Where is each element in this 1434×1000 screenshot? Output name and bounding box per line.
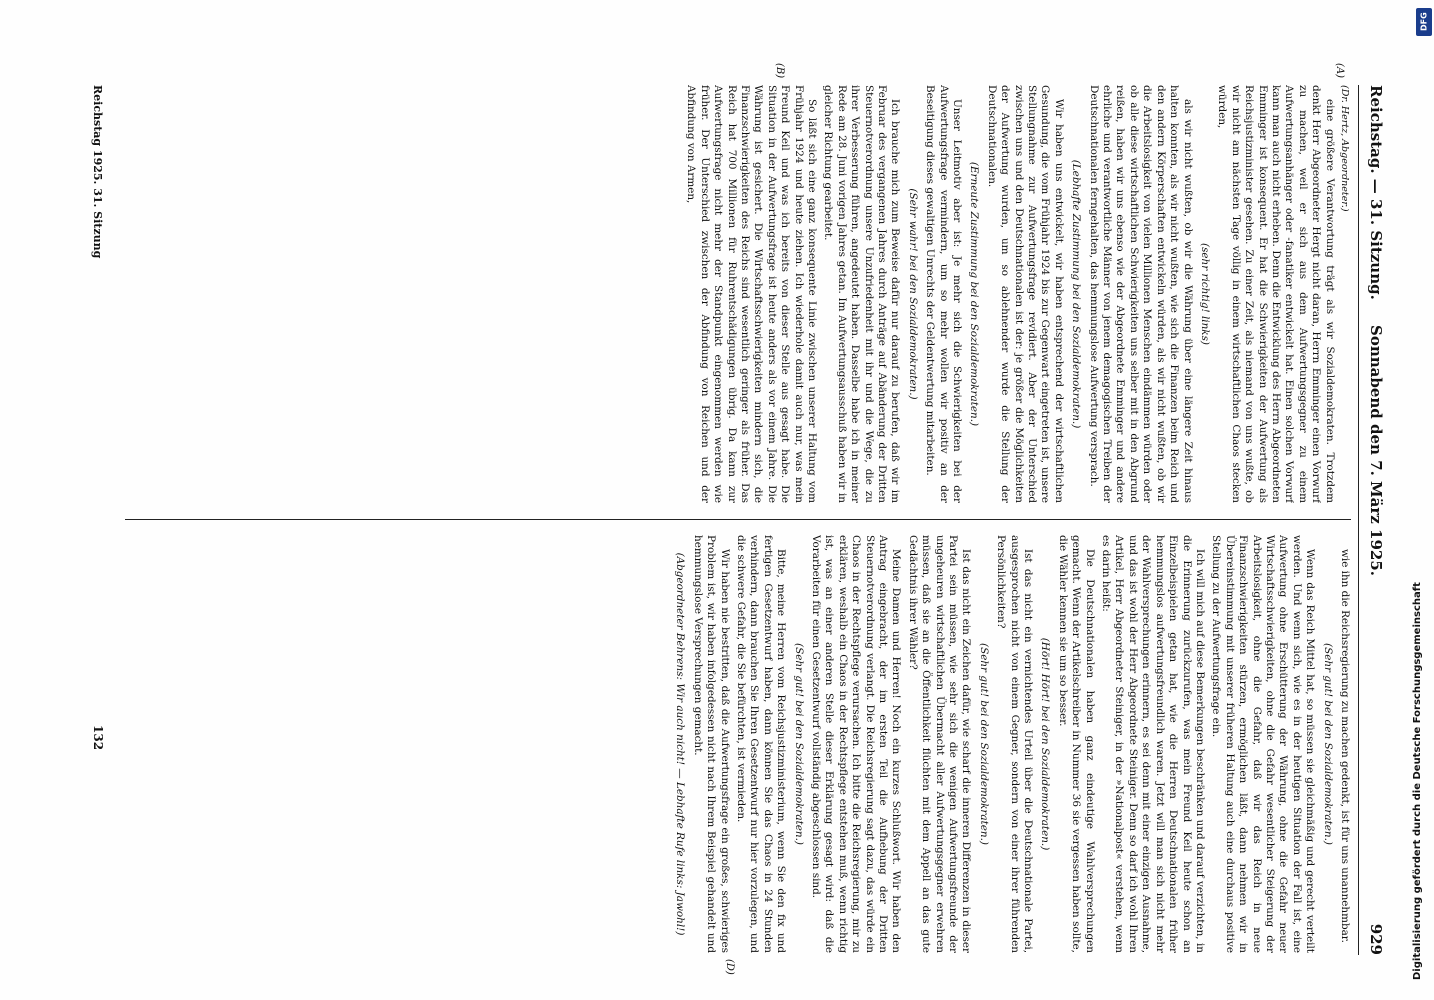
paragraph: Unser Leitmotiv aber ist: Je mehr sich die Schwierigkeiten bei der Aufwertungsfrage vermindern, um so mehr wollen wir positiv an der Beseitigung dieses gewaltigen Unrechts der Geldentwertung mitarbeiten. xyxy=(924,85,964,503)
interjection: (sehr richtig! links) xyxy=(1198,243,1211,345)
paragraph: wie ihn die Reichsregierung zu machen gedenkt, ist für uns unannehmbar. xyxy=(1339,549,1351,943)
paragraph: Bitte, meine Herren vom Reichsjustizministerium, wenn Sie den fix und fertigen Gesetzentwurf haben, dann können Sie das Chaos in 24 Stunden verhindern, dann brauchen Sie Ihren Gesetzentwurf nur hier vorzulegen, und die schwere Gefahr, die Sie befürchten, ist vermieden. xyxy=(734,535,788,953)
paragraph: Ist das nicht ein Zeichen dafür, wie scharf die inneren Differenzen in dieser Partei sein müssen, wie sehr sich die wenigen Aufwertungsfreunde der ungeheuren wirtschaftlichen Übermacht aller Aufwertungsgegner erwehren müssen, daß sie an die Öffentlichkeit flüchten mit dem Appell an das gute Gedächtnis ihrer Wähler? xyxy=(906,535,973,953)
header-rule xyxy=(1358,85,1359,955)
marker-a: (A) xyxy=(1334,63,1345,79)
column-rule xyxy=(125,519,1351,520)
paragraph: Ich will mich auf diese Bemerkungen beschränken und darauf verzichten, in die Erinnerung zurückzurufen, was mein Freund Keil heute schon an Einzelbeispielen getan hat, wie die Herren Deutschnationalen früher hemmungslos aufwertungsfreundlich waren. Jetzt will man sich nicht mehr der Wahlversprechungen erinnern, es sei denn mit einer einzigen Ausnahme, und das ist wohl der Herr Abgeordnete Steiniger. Denn so darf ich wohl Ihren Artikel, Herr Abgeordneter Steiniger, in der »Nationalpost« verstehen, wenn es darin heißt: xyxy=(1100,535,1206,953)
paragraph: Wir haben uns entwickelt, wir haben entsprechend der wirtschaftlichen Gesundung, die vom Frühjahr 1924 bis zur Gegenwart eingetreten ist, unsere Stellungnahme zur Aufwertungsfrage revidiert. Aber der Unterschied zwischen uns und den Deutschnationalen ist der: je größer die Möglichkeiten der Aufwertung wurden, um so ablehnender wurde die Stellung der Deutschnationalen. xyxy=(985,85,1065,503)
footer-signature: 132 xyxy=(91,725,105,751)
running-header xyxy=(1355,85,1385,955)
paragraph: eine größere Verantwortung trägt als wir Sozialdemokraten. Trotzdem denkt Herr Abgeordneter Hergt nicht daran, Herrn Emminger einen Vorwurf zu machen, weil er sich aus dem Aufwertungsgegner zu einem Aufwertungsanhänger oder -fanatiker entwickelt hat. Einen solchen Vorwurf kann man auch nicht erheben. Denn die Entwicklung des Herrn Abgeordneten Emminger ist konsequent. Er hat die Schwierigkeiten der Aufwertung als Reichsjustizminister gesehen. Zu einer Zeit, als niemand von uns wußte, ob wir nicht am nächsten Tage völlig in einem wirtschaftlichen Chaos stecken würden, xyxy=(1216,85,1336,503)
page-footer xyxy=(85,85,115,955)
paragraph: Ist das nicht ein vernichtendes Urteil über die Deutschnationale Partei, ausgesprochen nicht von einem Gegner, sondern von einer ihrer führenden Persönlichkeiten? xyxy=(995,535,1035,953)
interjection: (Sehr gut! bei den Sozialdemokraten.) xyxy=(792,643,805,845)
header-center: Sonnabend den 7. März 1925. xyxy=(1367,325,1385,576)
paragraph: Meine Damen und Herren! Noch ein kurzes Schlußwort. Wir haben den Antrag eingebracht, der im ersten Teil die Aufhebung der Dritten Steuernotverordnung verlangt. Die Reichsregierung sagt dazu, das würde ein Chaos in der Rechtspflege verursachen. Ich bitte die Reichsregierung, mir zu erklären, weshalb ein Chaos in der Rechtspflege entstehen muß, wenn richtig ist, was an einer anderen Stelle dieser Erklärung gesagt wird: daß die Vorarbeiten für einen Gesetzentwurf vollständig abgeschlossen sind. xyxy=(809,535,903,953)
interjection: (Erneute Zustimmung bei den Sozialdemokraten.) xyxy=(968,161,981,427)
interjection: (Sehr gut! bei den Sozialdemokraten.) xyxy=(977,643,990,845)
digitization-note xyxy=(1408,20,1428,980)
speaker-tag: (Dr. Hertz, Abgeordneter.) xyxy=(1339,85,1350,212)
marker-b: (B) xyxy=(774,63,785,79)
header-left: Reichstag. — 31. Sitzung. xyxy=(1367,85,1385,300)
interjection: (Abgeordneter Behrens: Wir auch nicht! — Lebhafte Rufe links: Jawohl!) xyxy=(674,552,687,936)
paragraph: Wir haben nie bestritten, daß die Aufwertungsfrage ein großes, schwieriges Problem ist, wir haben infolgedessen nicht nach Ihrem Beispiel gehandelt und hemmungslose Versprechungen gemacht. xyxy=(691,535,731,953)
text-columns xyxy=(125,85,1351,955)
right-column xyxy=(125,535,1351,953)
left-column xyxy=(125,85,1351,503)
interjection: (Sehr wahr! bei den Sozialdemokraten.) xyxy=(906,188,919,400)
page-number: 929 xyxy=(1367,923,1385,955)
marker-d: (D) xyxy=(724,959,735,975)
paragraph: als wir nicht wußten, ob wir die Währung über eine längere Zeit hinaus halten konnten, als wir nicht wußten, wie sich die Finanzen beim Reich und den andern Körperschaften entwickeln würden, als wir nicht wußten, ob wir die Arbeitslosigkeit von vielen Millionen Menschen eindämmen würden oder ob alle diese wirtschaftlichen Schwierigkeiten uns selber mit in den Abgrund reißen, haben wir uns ebenso wie der Abgeordnete Emminger und andere ehrliche und verantwortliche Männer von jenem demagogischen Treiben der Deutschnationalen ferngehalten, das hemmungslose Aufwertung versprach. xyxy=(1087,85,1194,503)
rotated-page-content xyxy=(85,63,1385,975)
paragraph: Wenn das Reich Mittel hat, so müssen sie gleichmäßig und gerecht verteilt werden. Und wenn sich, wie es in der heutigen Situation der Fall ist, eine Aufwertung ohne Erschütterung der Währung, ohne die Gefahr neuer Wirtschaftsschwierigkeiten, ohne die Gefahr wesentlicher Steigerung der Arbeitslosigkeit, ohne die Gefahr, daß wir das Reich in neue Finanzschwierigkeiten stürzen, ermöglichen läßt, dann nehmen wir in Übereinstimmung mit unserer früheren Haltung auch eine durchaus positive Stellung zu der Aufwertungsfrage ein. xyxy=(1210,535,1317,953)
dfg-logo: DFG xyxy=(1416,8,1432,36)
paragraph: Die Deutschnationalen haben ganz eindeutige Wahlversprechungen gemacht. Wenn der Artikelschreiber in Nummer 36 sie vergessen haben sollte, die Wähler kennen sie um so besser. xyxy=(1056,535,1096,953)
paragraph: So läßt sich eine ganz konsequente Linie zwischen unserer Haltung vom Frühjahr 1924 und heute ziehen. Ich wiederhole damit auch nur, was mein Freund Keil und was ich bereits von dieser Stelle aus gesagt habe. Die Situation in der Aufwertungsfrage ist heute anders als vor einem Jahre. Die Währung ist gesichert. Die Wirtschaftsschwierigkeiten mindern sich, die Finanzschwierigkeiten des Reichs sind wesentlich geringer als früher. Das Reich hat 700 Millionen für Ruhrentschädigungen übrig. Da kann zur Aufwertungsfrage nicht mehr der Standpunkt eingenommen werden wie früher. Der Unterschied zwischen der Abfindung von Reichen und der Abfindung von Armen, xyxy=(685,85,818,503)
paragraph: Ich brauche mich zum Beweise dafür nur darauf zu berufen, daß wir im Februar des vergangenen Jahres durch Anträge auf Abänderung der Dritten Steuernotverordnung unsere Unzufriedenheit mit ihr und die Wege, die zu ihrer Verbesserung führen, angedeutet haben. Dasselbe habe ich in meiner Rede am 28. Juni vorigen Jahres getan. Im Aufwertungsausschuß haben wir in gleicher Richtung gearbeitet. xyxy=(822,85,902,503)
footer-left: Reichstag 1925. 31. Sitzung xyxy=(91,85,104,259)
interjection: (Lebhafte Zustimmung bei den Sozialdemokraten.) xyxy=(1070,159,1083,429)
interjection: (Sehr gut! bei den Sozialdemokraten.) xyxy=(1321,643,1334,845)
interjection: (Hört! Hört! bei den Sozialdemokraten.) xyxy=(1039,637,1052,851)
digitization-note-text: Digitalisierung gefördert durch die Deutsche Forschungsgemeinschaft xyxy=(1412,582,1423,980)
